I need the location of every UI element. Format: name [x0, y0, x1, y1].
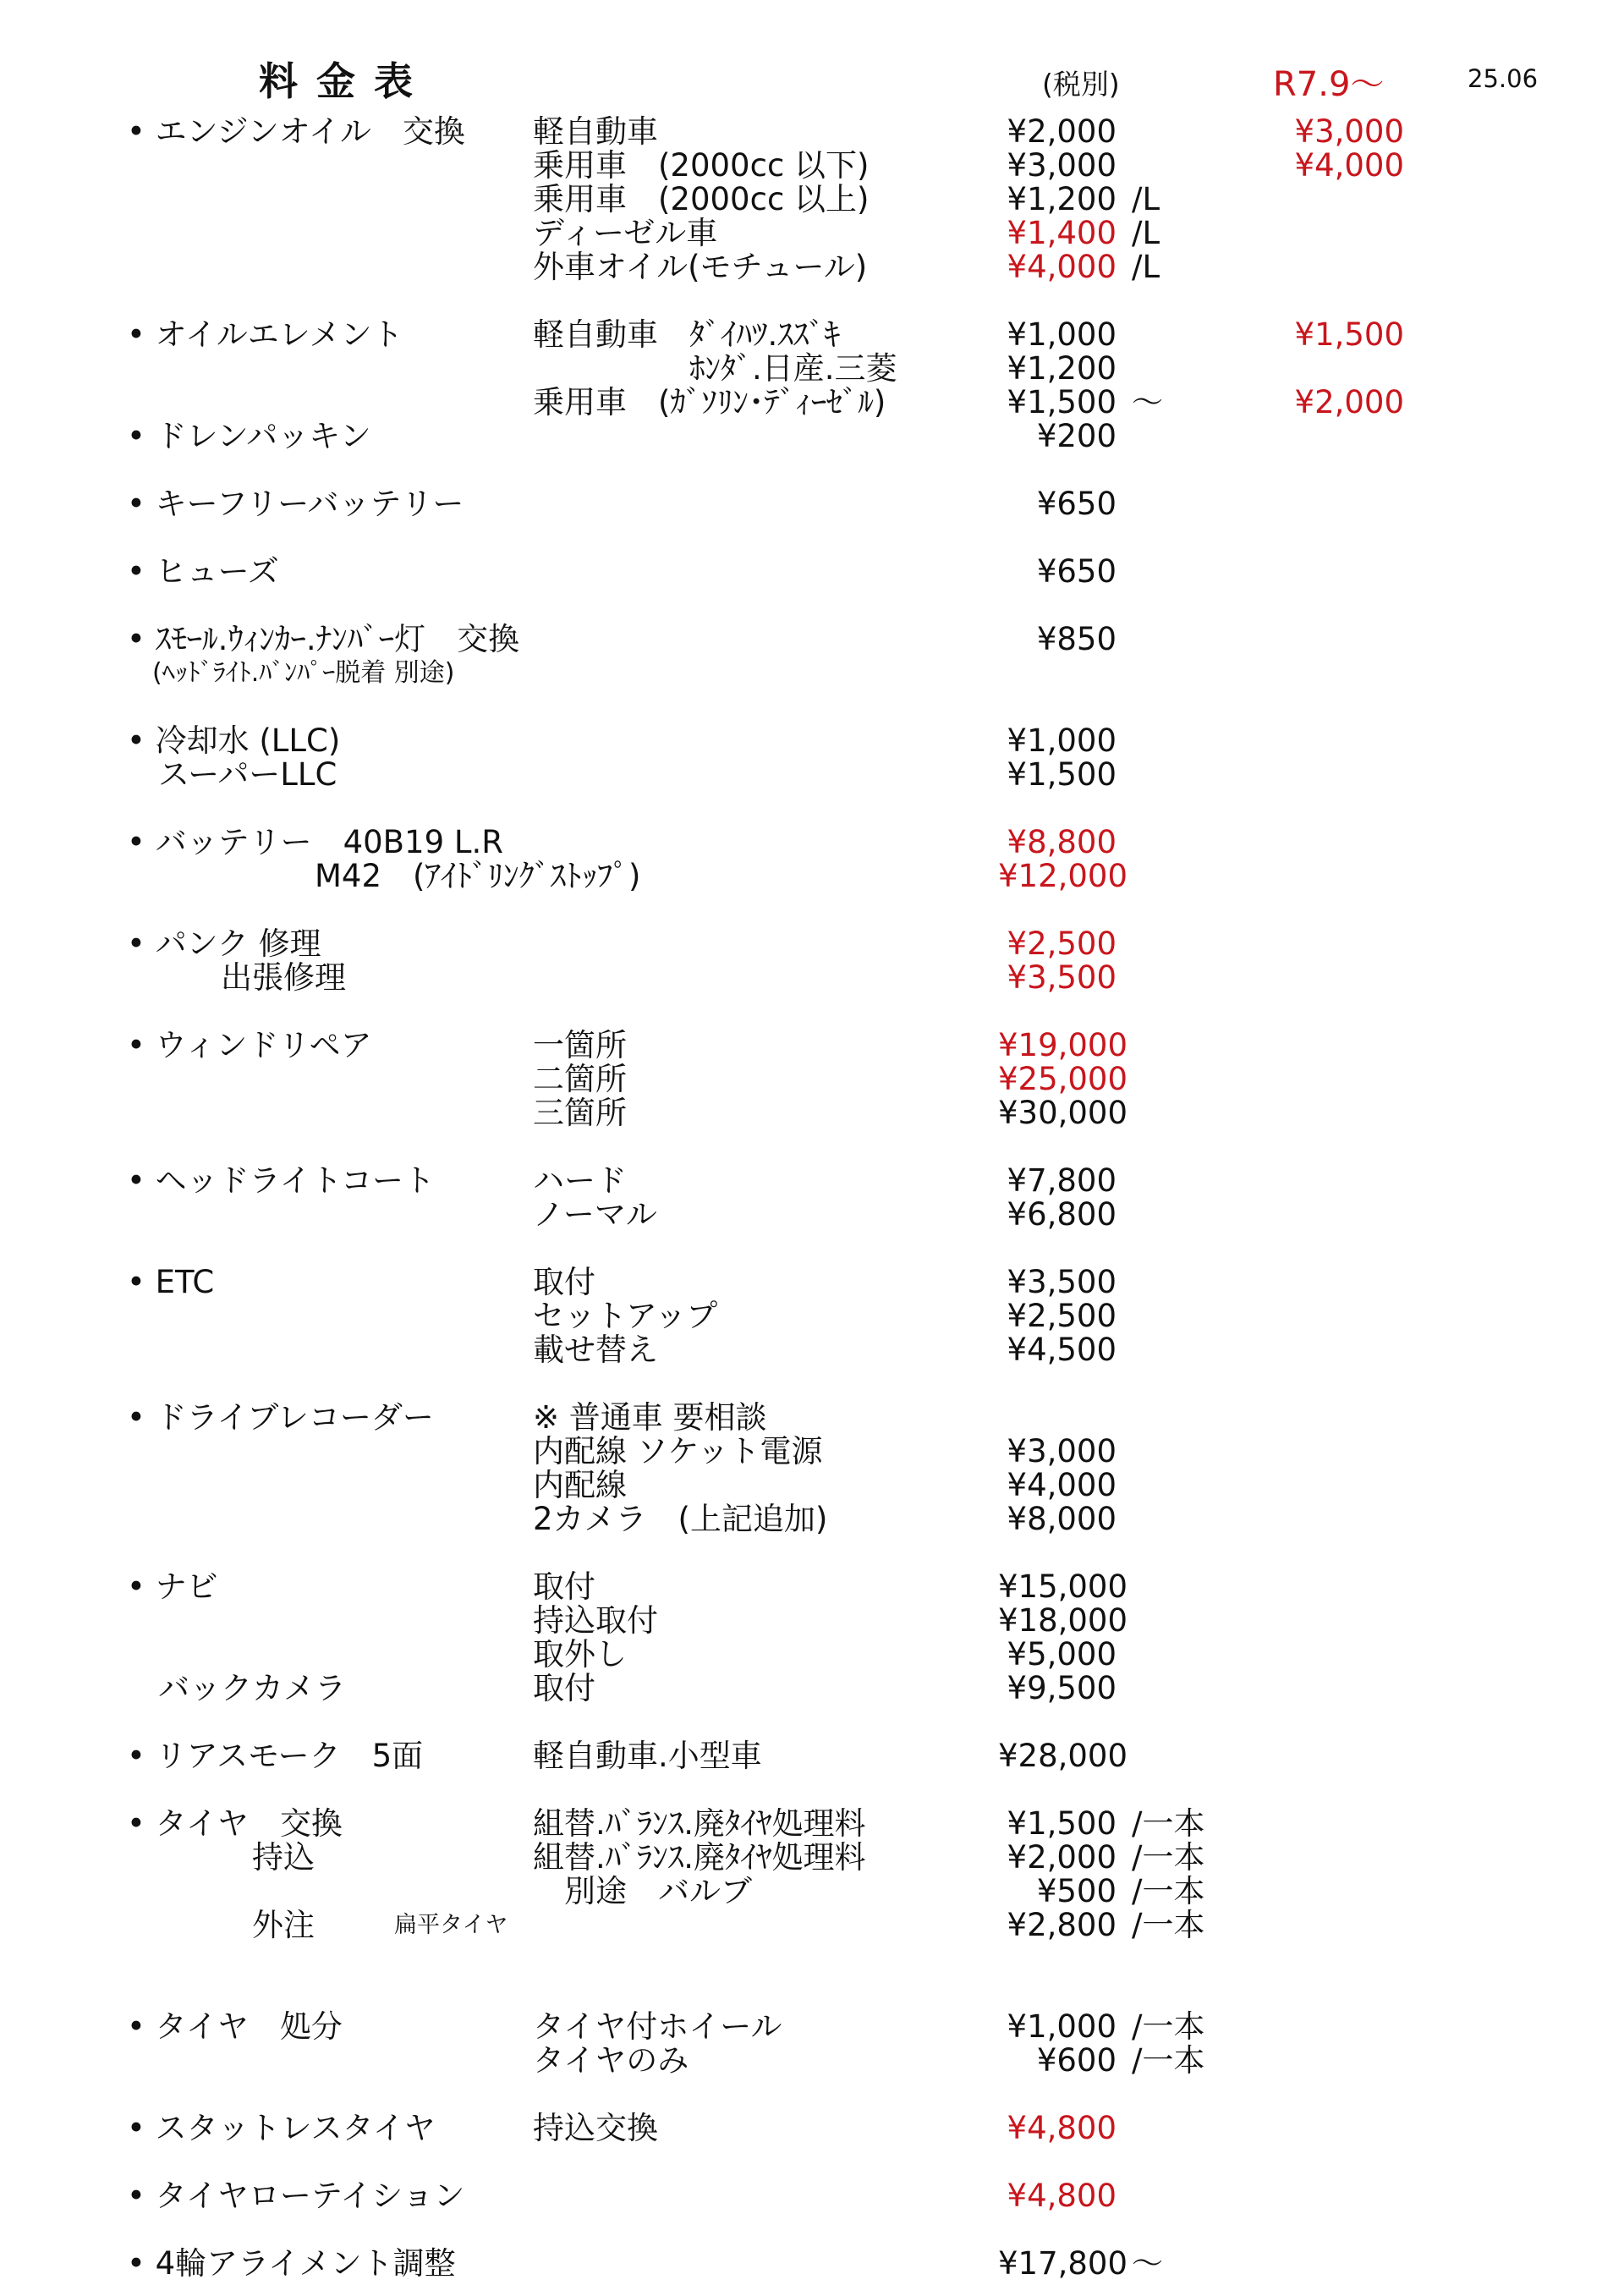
item-detail: 載せ替え	[533, 1332, 658, 1368]
price: ¥2,500	[1007, 926, 1116, 962]
item-detail: ※ 普通車 要相談	[533, 1399, 767, 1436]
item-name: • 4輪アライメント調整	[127, 2245, 456, 2282]
price: ¥1,000	[1007, 316, 1116, 353]
unit-label: /L	[1132, 181, 1160, 217]
price: ¥1,200	[1007, 350, 1116, 387]
price: ¥15,000	[998, 1568, 1128, 1605]
price: ¥2,000	[1007, 1839, 1116, 1876]
price: ¥3,500	[1007, 1264, 1116, 1300]
item-name: 持込	[127, 1839, 315, 1876]
item-name: • ｽﾓｰﾙ.ｳｨﾝｶｰ.ﾅﾝﾊﾞｰ灯 交換	[127, 621, 520, 657]
unit-label: /一本	[1132, 1873, 1205, 1909]
item-detail: ハード	[533, 1162, 627, 1199]
price: ¥7,800	[1007, 1162, 1116, 1199]
item-name: • タイヤローテイション	[127, 2178, 465, 2214]
price: ¥4,800	[1007, 2178, 1116, 2214]
price: ¥650	[1036, 553, 1116, 590]
unit-label: /一本	[1132, 1839, 1205, 1876]
unit-label: 〜	[1132, 384, 1163, 420]
price: ¥30,000	[998, 1095, 1128, 1131]
unit-label: /一本	[1132, 2042, 1205, 2079]
item-detail: 二箇所	[533, 1061, 627, 1097]
price: ¥28,000	[998, 1738, 1128, 1774]
item-name: • ドレンパッキン	[127, 418, 371, 454]
item-detail: 扁平タイヤ	[394, 1912, 508, 1938]
item-detail: 組替.ﾊﾞﾗﾝｽ.廃ﾀｲﾔ処理料	[533, 1805, 866, 1842]
item-detail: 取付	[533, 1670, 595, 1706]
item-detail: タイヤのみ	[533, 2042, 689, 2079]
item-name: • キーフリーバッテリー	[127, 486, 464, 522]
price: ¥8,000	[1007, 1501, 1116, 1537]
price: ¥18,000	[998, 1602, 1128, 1639]
price: ¥12,000	[998, 858, 1128, 894]
price: ¥2,500	[1007, 1298, 1116, 1334]
item-name: スーパーLLC	[127, 756, 337, 793]
price: ¥3,500	[1007, 959, 1116, 996]
price: ¥2,000	[1294, 384, 1404, 420]
price: ¥1,200	[1007, 181, 1116, 217]
price: ¥4,000	[1007, 1467, 1116, 1503]
page-title: 料金表	[259, 58, 431, 104]
unit-label: /一本	[1132, 1907, 1205, 1943]
item-name: • ヘッドライトコート	[127, 1162, 435, 1199]
item-name: • ETC	[127, 1264, 215, 1300]
item-detail: 乗用車 (2000cc 以上)	[533, 181, 870, 217]
item-name: (ﾍｯﾄﾞﾗｲﾄ.ﾊﾞﾝﾊﾟｰ脱着 別途)	[127, 658, 455, 688]
unit-label: 〜	[1132, 2245, 1163, 2282]
item-name: バックカメラ	[127, 1670, 346, 1706]
price: ¥8,800	[1007, 824, 1116, 860]
price: ¥9,500	[1007, 1670, 1116, 1706]
tax-note: (税別)	[1042, 68, 1120, 101]
unit-label: /L	[1132, 215, 1160, 251]
item-detail: タイヤ付ホイール	[533, 2008, 782, 2045]
item-detail: 乗用車 (2000cc 以下)	[533, 147, 870, 184]
item-detail: 内配線	[533, 1467, 627, 1503]
item-name: 出張修理	[127, 959, 346, 996]
item-detail: ﾎﾝﾀﾞ.日産.三菱	[533, 350, 897, 387]
unit-label: /一本	[1132, 1805, 1205, 1842]
price: ¥17,800	[998, 2245, 1128, 2282]
item-detail: 取付	[533, 1264, 595, 1300]
item-name: • 冷却水 (LLC)	[127, 722, 341, 759]
price: ¥4,000	[1007, 249, 1116, 285]
price: ¥4,500	[1007, 1332, 1116, 1368]
price: ¥2,800	[1007, 1907, 1116, 1943]
price: ¥4,000	[1294, 147, 1404, 184]
item-detail: 2カメラ (上記追加)	[533, 1501, 828, 1537]
unit-label: /一本	[1132, 2008, 1205, 2045]
item-name: • エンジンオイル 交換	[127, 113, 465, 150]
item-name: • スタットレスタイヤ	[127, 2110, 436, 2146]
price: ¥2,000	[1007, 113, 1116, 150]
price: ¥1,000	[1007, 2008, 1116, 2045]
item-name: • ドライブレコーダー	[127, 1399, 434, 1436]
item-detail: 別途 バルブ	[533, 1873, 752, 1909]
price: ¥500	[1036, 1873, 1116, 1909]
price: ¥1,500	[1294, 316, 1404, 353]
price: ¥3,000	[1007, 1433, 1116, 1469]
version-date: 25.06	[1468, 64, 1539, 93]
item-detail: 軽自動車.小型車	[533, 1738, 762, 1774]
item-name: • ヒューズ	[127, 553, 279, 590]
unit-label: /L	[1132, 249, 1160, 285]
item-name: M42 (ｱｲﾄﾞﾘﾝｸﾞｽﾄｯﾌﾟ)	[127, 858, 641, 894]
item-detail: ノーマル	[533, 1196, 657, 1233]
item-detail: 取外し	[533, 1636, 627, 1673]
item-name: 外注	[127, 1907, 315, 1943]
item-detail: 三箇所	[533, 1095, 627, 1131]
price: ¥600	[1036, 2042, 1116, 2079]
price: ¥200	[1036, 418, 1116, 454]
item-name: • ウィンドリペア	[127, 1027, 372, 1063]
price: ¥3,000	[1294, 113, 1404, 150]
item-detail: 持込交換	[533, 2110, 658, 2146]
item-detail: 組替.ﾊﾞﾗﾝｽ.廃ﾀｲﾔ処理料	[533, 1839, 866, 1876]
price: ¥1,500	[1007, 384, 1116, 420]
item-detail: 内配線 ソケット電源	[533, 1433, 823, 1469]
item-detail: 外車オイル(モチュール)	[533, 249, 868, 285]
price: ¥850	[1036, 621, 1116, 657]
item-name: • オイルエレメント	[127, 316, 403, 353]
effective-date: R7.9〜	[1273, 65, 1385, 104]
price: ¥5,000	[1007, 1636, 1116, 1673]
price: ¥1,500	[1007, 1805, 1116, 1842]
item-name: • ナビ	[127, 1568, 218, 1605]
price: ¥1,000	[1007, 722, 1116, 759]
item-detail: セットアップ	[533, 1298, 718, 1334]
price: ¥1,400	[1007, 215, 1116, 251]
item-detail: 軽自動車 ﾀﾞｲﾊﾂ.ｽｽﾞｷ	[533, 316, 841, 353]
item-name: • リアスモーク 5面	[127, 1738, 424, 1774]
price: ¥25,000	[998, 1061, 1128, 1097]
item-name: • パンク 修理	[127, 926, 321, 962]
item-detail: 一箇所	[533, 1027, 627, 1063]
item-detail: ディーゼル車	[533, 215, 718, 251]
price: ¥4,800	[1007, 2110, 1116, 2146]
item-detail: 取付	[533, 1568, 595, 1605]
item-detail: 軽自動車	[533, 113, 658, 150]
price: ¥3,000	[1007, 147, 1116, 184]
item-name: • タイヤ 交換	[127, 1805, 343, 1842]
item-detail: 持込取付	[533, 1602, 658, 1639]
item-name: • タイヤ 処分	[127, 2008, 343, 2045]
price: ¥650	[1036, 486, 1116, 522]
price: ¥6,800	[1007, 1196, 1116, 1233]
price: ¥19,000	[998, 1027, 1128, 1063]
item-detail: 乗用車 (ｶﾞｿﾘﾝ･ﾃﾞｨｰｾﾞﾙ)	[533, 384, 886, 420]
item-name: • バッテリー 40B19 L.R	[127, 824, 503, 860]
price: ¥1,500	[1007, 756, 1116, 793]
